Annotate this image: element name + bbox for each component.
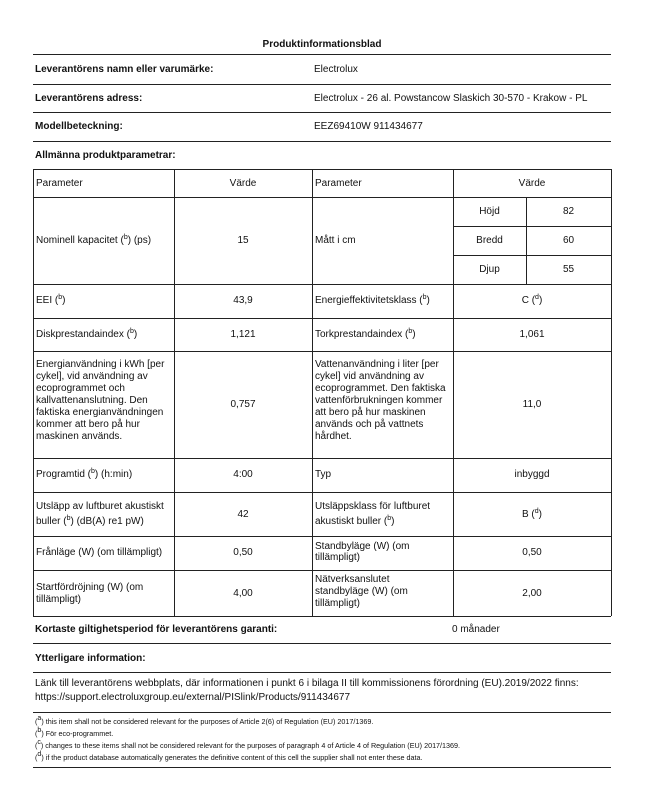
footnote: ($^c$) changes to these items shall not be considered relevant for the purposes of paragraph 4 of Article 4 of Regulation (EU) 2017/1369. [35, 739, 461, 750]
noise-value: 42 [237, 509, 249, 520]
additional-info-text: Länk till leverantörens webbplats, där informationen i punkt 6 i bilaga II till kommissionens förordning (EU).2019/2022 finns: https://support.electroluxgroup.eu/external/PISlink/Products/911434677 [35, 678, 579, 703]
table-border [611, 169, 612, 616]
cleaning-index-label: Diskprestandaindex ($^b$) [36, 328, 138, 340]
footnote: ($^a$) this item shall not be considered relevant for the purposes of Article 2(6) of Regulation (EU) 2017/1369. [35, 715, 374, 726]
energy-use-value: 0,757 [230, 399, 256, 410]
noise-class-label-line2: akustiskt buller ($^b$) [315, 515, 395, 527]
width-value: 60 [562, 235, 575, 246]
depth-value: 55 [562, 264, 575, 275]
rule [33, 712, 611, 713]
height-label: Höjd [479, 206, 500, 217]
table-border [33, 169, 34, 616]
network-standby-value: 2,00 [522, 588, 542, 599]
rule [33, 672, 611, 673]
rule [33, 169, 611, 170]
guarantee-value: 0 månader [452, 624, 500, 635]
table-rule [33, 351, 611, 352]
table-rule [33, 318, 611, 319]
header-value: Värde [229, 178, 257, 189]
table-rule [33, 536, 611, 537]
noise-label: Utsläpp av luftburet akustiskt [36, 501, 164, 512]
supplier-address-value: Electrolux - 26 al. Powstancow Slaskich 30-570 - Krakow - PL [314, 93, 588, 104]
rule [33, 112, 611, 113]
energy-class-label: Energieffektivitetsklass ($^b$) [315, 294, 430, 306]
program-time-label: Programtid ($^b$) (h:min) [36, 468, 133, 480]
capacity-value: 15 [237, 235, 249, 246]
table-rule [453, 255, 611, 256]
type-label: Typ [315, 469, 332, 480]
table-rule [33, 197, 611, 198]
height-value: 82 [562, 206, 575, 217]
standby-value: 0,50 [522, 547, 542, 558]
model-label: Modellbeteckning: [35, 121, 123, 132]
water-use-value: 11,0 [522, 399, 542, 410]
table-rule [33, 284, 611, 285]
noise-class-label: Utsläppsklass för luftburet [315, 501, 431, 512]
rule [33, 767, 611, 768]
rule [33, 54, 611, 55]
noise-label-line2: buller ($^b$) (dB(A) re1 pW) [36, 515, 144, 527]
header-parameter: Parameter [315, 178, 362, 189]
eei-value: 43,9 [233, 295, 253, 306]
delay-start-label: Startfördröjning (W) (om tillämpligt) [36, 582, 144, 605]
delay-start-value: 4,00 [233, 588, 253, 599]
water-use-label: Vattenanvändning i liter [per cykel] vid användning av ecoprogrammet. Den faktiska vattenförbrukningen kommer att bero på hur maskinen används och på vattnets hårdhet. [315, 359, 446, 442]
footnote: ($^d$) if the product database automatically generates the definitive content of this cell the supplier shall not enter these data. [35, 751, 423, 762]
type-value: inbyggd [514, 469, 550, 480]
rule [33, 141, 611, 142]
table-border [312, 169, 313, 616]
table-rule [33, 492, 611, 493]
off-mode-value: 0,50 [233, 547, 253, 558]
rule [33, 84, 611, 85]
supplier-name-label: Leverantörens namn eller varumärke: [35, 64, 214, 75]
guarantee-label: Kortaste giltighetsperiod för leverantörens garanti: [35, 624, 278, 635]
model-value: EEZ69410W 911434677 [314, 121, 423, 132]
page-title: Produktinformationsblad [262, 39, 382, 50]
energy-use-label: Energianvändning i kWh [per cykel], vid användning av ecoprogrammet och kallvattenanslutning. Den faktiska energianvändningen kommer att bero på hur maskinen används. [36, 359, 165, 442]
standby-label: Standbyläge (W) (om tillämpligt) [315, 541, 410, 563]
table-rule [33, 616, 611, 617]
network-standby-label: Nätverksanslutet standbyläge (W) (om tillämpligt) [315, 574, 408, 609]
supplier-name-value: Electrolux [314, 64, 358, 75]
width-label: Bredd [476, 235, 503, 246]
footnote: ($^b$) För eco-programmet. [35, 727, 114, 738]
off-mode-label: Frånläge (W) (om tillämpligt) [36, 547, 163, 558]
eei-label: EEI ($^b$) [36, 294, 66, 306]
dimensions-label: Mått i cm [315, 235, 356, 246]
general-parameters-heading: Allmänna produktparametrar: [35, 150, 176, 161]
table-rule [33, 570, 611, 571]
drying-index-label: Torkprestandaindex ($^b$) [315, 328, 416, 340]
header-parameter: Parameter [36, 178, 83, 189]
depth-label: Djup [479, 264, 500, 275]
rule [33, 643, 611, 644]
table-rule [33, 458, 611, 459]
drying-index-value: 1,061 [519, 329, 545, 340]
table-rule [453, 226, 611, 227]
cleaning-index-value: 1,121 [230, 329, 256, 340]
capacity-label: Nominell kapacitet ($^b$) (ps) [36, 234, 152, 246]
supplier-address-label: Leverantörens adress: [35, 93, 143, 104]
energy-class-value: C ($^d$) [521, 294, 543, 306]
header-value: Värde [518, 178, 546, 189]
additional-info-heading: Ytterligare information: [35, 653, 146, 664]
noise-class-value: B ($^d$) [521, 508, 543, 520]
program-time-value: 4:00 [233, 469, 253, 480]
